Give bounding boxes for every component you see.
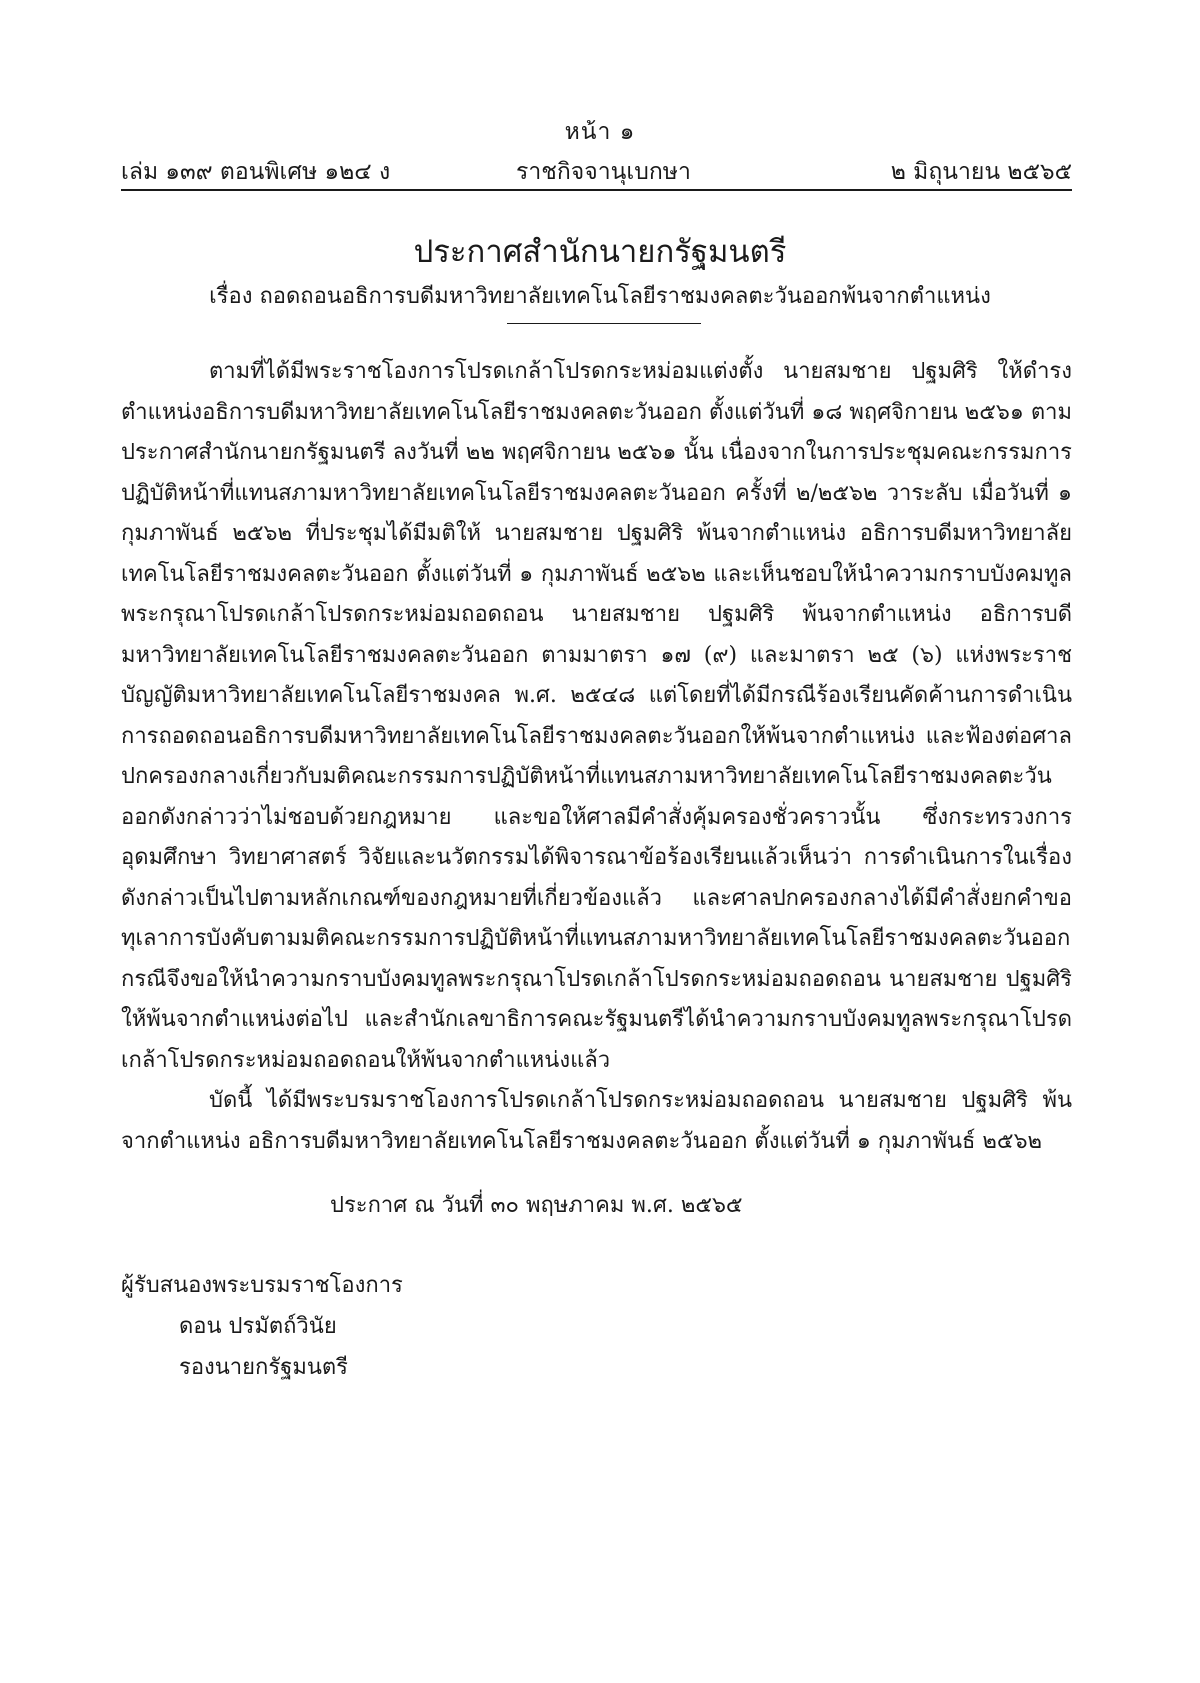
signature-name: ดอน ปรมัตถ์วินัย: [179, 1314, 337, 1339]
gazette-date: ๒ มิถุนายน ๒๕๖๕: [890, 159, 1072, 185]
body-paragraph-1: ตามที่ได้มีพระราชโองการโปรดเกล้าโปรดกระหม่อมแต่งตั้ง นายสมชาย ปฐมศิริ ให้ดำรงตำแหน่งอธิการบดีมหาวิทยาลัยเทคโนโลยีราชมงคลตะวันออก ตั้งแต่วันที่ ๑๘ พฤศจิกายน ๒๕๖๑ ตามประกาศสำนักนายกรัฐมนตรี ลงวันที่ ๒๒ พฤศจิกายน ๒๕๖๑ นั้น เนื่องจากในการประชุมคณะกรรมการปฏิบัติหน้าที่แทนสภามหาวิทยาลัยเทคโนโลยีราชมงคลตะวันออก ครั้งที่ ๒/๒๕๖๒ วาระลับ เมื่อวันที่ ๑ กุมภาพันธ์ ๒๕๖๒ ที่ประชุมได้มีมติให้ นายสมชาย ปฐมศิริ พ้นจากตำแหน่ง อธิการบดีมหาวิทยาลัยเทคโนโลยีราชมงคลตะวันออก ตั้งแต่วันที่ ๑ กุมภาพันธ์ ๒๕๖๒ และเห็นชอบให้นำความกราบบังคมทูลพระกรุณาโปรดเกล้าโปรดกระหม่อมถอดถอน นายสมชาย ปฐมศิริ พ้นจากตำแหน่ง อธิการบดีมหาวิทยาลัยเทคโนโลยีราชมงคลตะวันออก ตามมาตรา ๑๗ (๙) และมาตรา ๒๕ (๖) แห่งพระราชบัญญัติมหาวิทยาลัยเทคโนโลยีราชมงคล พ.ศ. ๒๕๔๘ แต่โดยที่ได้มีกรณีร้องเรียนคัดค้านการดำเนินการถอดถอนอธิการบดีมหาวิทยาลัยเทคโนโลยีราชมงคลตะวันออกให้พ้นจากตำแหน่ง และฟ้องต่อศาลปกครองกลางเกี่ยวกับมติคณะกรรมการปฏิบัติหน้าที่แทนสภามหาวิทยาลัยเทคโนโลยีราชมงคลตะวันออกดังกล่าวว่าไม่ชอบด้วยกฎหมาย และขอให้ศาลมีคำสั่งคุ้มครองชั่วคราวนั้น ซึ่งกระทรวงการอุดมศึกษา วิทยาศาสตร์ วิจัยและนวัตกรรมได้พิจารณาข้อร้องเรียนแล้วเห็นว่า การดำเนินการในเรื่องดังกล่าวเป็นไปตามหลักเกณฑ์ของกฎหมายที่เกี่ยวข้องแล้ว และศาลปกครองกลางได้มีคำสั่งยกคำขอทุเลาการบังคับตามมติคณะกรรมการปฏิบัติหน้าที่แทนสภามหาวิทยาลัยเทคโนโลยีราชมงคลตะวันออก กรณีจึงขอให้นำความกราบบังคมทูลพระกรุณาโปรดเกล้าโปรดกระหม่อมถอดถอน นายสมชาย ปฐมศิริ ให้พ้นจากตำแหน่งต่อไป และสำนักเลขาธิการคณะรัฐมนตรีได้นำความกราบบังคมทูลพระกรุณาโปรดเกล้าโปรดกระหม่อมถอดถอนให้พ้นจากตำแหน่งแล้ว: [121, 359, 1072, 1073]
gazette-volume: เล่ม ๑๓๙ ตอนพิเศษ ๑๒๔ ง: [121, 159, 391, 185]
gazette-publication: ราชกิจจานุเบกษา: [516, 159, 691, 185]
body-paragraph-2: บัดนี้ ได้มีพระบรมราชโองการโปรดเกล้าโปรดกระหม่อมถอดถอน นายสมชาย ปฐมศิริ พ้นจากตำแหน่ง อธิการบดีมหาวิทยาลัยเทคโนโลยีราชมงคลตะวันออก ตั้งแต่วันที่ ๑ กุมภาพันธ์ ๒๕๖๒: [121, 1088, 1072, 1154]
subject-divider: [507, 323, 701, 324]
header-divider: [121, 189, 1072, 191]
announcement-subject: เรื่อง ถอดถอนอธิการบดีมหาวิทยาลัยเทคโนโลยีราชมงคลตะวันออกพ้นจากตำแหน่ง: [209, 284, 991, 309]
signature-role: ผู้รับสนองพระบรมราชโองการ: [121, 1273, 403, 1298]
gazette-header: [121, 154, 1072, 188]
page-number: หน้า ๑: [564, 119, 636, 145]
signature-position: รองนายกรัฐมนตรี: [179, 1355, 348, 1380]
announcement-body: [121, 352, 1072, 1162]
signature-block: [121, 1265, 403, 1388]
announcement-title: ประกาศสำนักนายกรัฐมนตรี: [413, 234, 787, 270]
announcement-date: ประกาศ ณ วันที่ ๓๐ พฤษภาคม พ.ศ. ๒๕๖๕: [330, 1193, 743, 1218]
